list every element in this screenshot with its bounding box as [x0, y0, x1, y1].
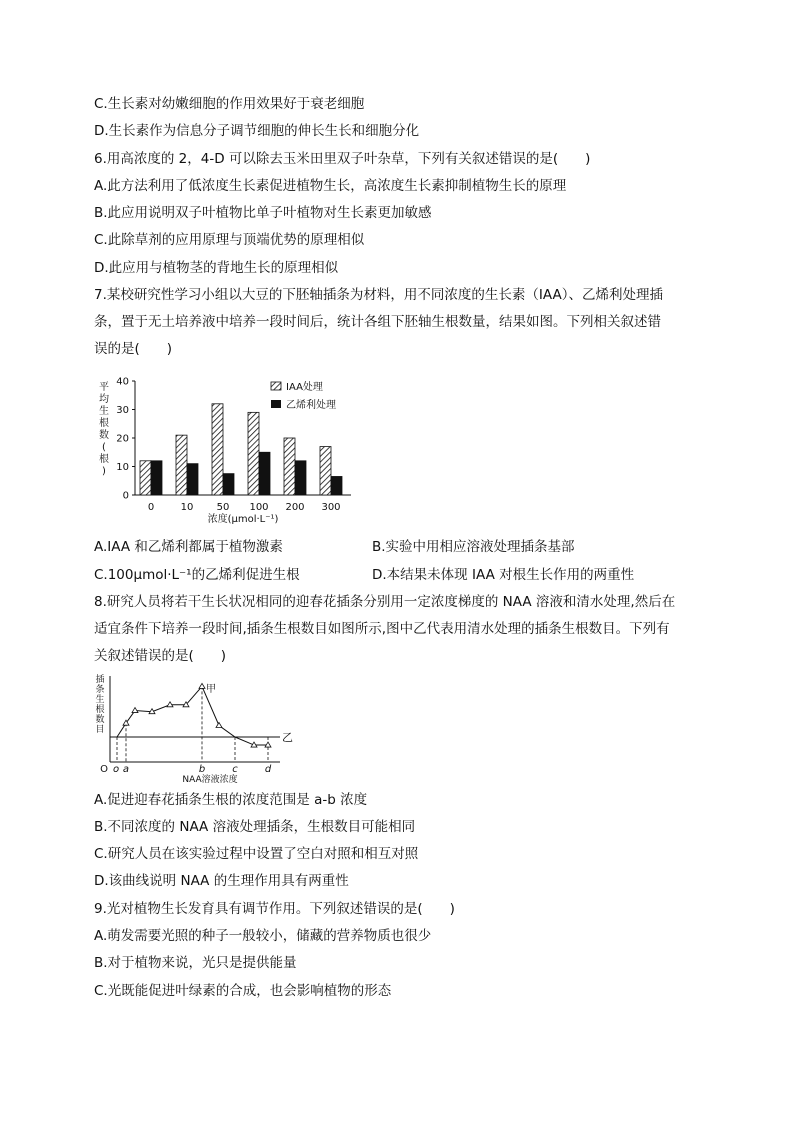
q8-option-c: C.研究人员在该实验过程中设置了空白对照和相互对照 [94, 846, 419, 862]
bar-chart-y-tick-label: 20 [116, 433, 129, 445]
legend-iaa-swatch [271, 382, 281, 390]
q8-stem-1: 8.研究人员将若干生长状况相同的迎春花插条分别用一定浓度梯度的 NAA 溶液和清水处理,然后在 [94, 594, 676, 610]
q9-option-a: A.萌发需要光照的种子一般较小，储藏的营养物质也很少 [94, 928, 432, 944]
q7-stem-3: 误的是( ) [94, 341, 173, 357]
peak-label: 甲 [206, 684, 216, 695]
bar-chart-x-tick-label: 10 [180, 502, 194, 513]
q6-option-d: D.此应用与植物茎的背地生长的原理相似 [94, 260, 339, 276]
q6-stem: 6.用高浓度的 2，4-D 可以除去玉米田里双子叶杂草，下列有关叙述错误的是( ) [94, 151, 591, 167]
q5-option-c: C.生长素对幼嫩细胞的作用效果好于衰老细胞 [94, 96, 365, 112]
bar-chart-y-tick-label: 30 [116, 405, 129, 416]
line-chart [92, 672, 312, 787]
data-point [199, 683, 205, 688]
q9-option-c: C.光既能促进叶绿素的合成，也会影响植物的形态 [94, 983, 392, 999]
legend-ethephon-label: 乙烯利处理 [286, 400, 336, 411]
q7-option-a: A.IAA 和乙烯利都属于植物激素 [94, 539, 283, 555]
q6-option-c: C.此除草剂的应用原理与顶端优势的原理相似 [94, 232, 365, 248]
line-chart-x-tick-label: c [232, 764, 238, 775]
line-chart-x-tick-label: d [264, 764, 272, 775]
line-chart-x-tick-label: a [122, 764, 130, 775]
q7-option-b: B.实验中用相应溶液处理插条基部 [372, 539, 575, 555]
bar-chart-x-tick-label: 50 [216, 502, 230, 513]
q7-stem-1: 7.某校研究性学习小组以大豆的下胚轴插条为材料，用不同浓度的生长素（IAA）、乙烯利处理插 [94, 287, 663, 303]
line-chart-x-tick-label: O [100, 764, 108, 775]
q8-option-d: D.该曲线说明 NAA 的生理作用具有两重性 [94, 873, 349, 889]
data-point [132, 708, 138, 713]
bar-ethephon [223, 474, 234, 495]
q6-option-a: A.此方法利用了低浓度生长素促进植物生长，高浓度生长素抑制植物生长的原理 [94, 178, 567, 194]
q6-option-b: B.此应用说明双子叶植物比单子叶植物对生长素更加敏感 [94, 205, 432, 221]
bar-chart-y-tick-label: 10 [116, 462, 129, 473]
bar-ethephon [259, 452, 270, 495]
bar-iaa [140, 461, 151, 495]
line-chart-x-tick-label: o [112, 764, 120, 775]
bar-chart-x-tick-label: 0 [147, 502, 155, 513]
q8-option-a: A.促进迎春花插条生根的浓度范围是 a-b 浓度 [94, 792, 368, 808]
q5-option-d: D.生长素作为信息分子调节细胞的伸长生长和细胞分化 [94, 123, 420, 139]
q8-stem-2: 适宜条件下培养一段时间,插条生根数目如图所示,图中乙代表用清水处理的插条生根数目。下列有 [94, 621, 670, 637]
bar-iaa [212, 404, 223, 495]
bar-chart-x-label: 浓度(μmol·L⁻¹) [207, 514, 279, 525]
bar-iaa [248, 412, 259, 495]
bar-chart-legend [271, 380, 336, 411]
q7-stem-2: 条，置于无土培养液中培养一段时间后，统计各组下胚轴生根数量，结果如图。下列相关叙述错 [94, 314, 661, 330]
line-chart-y-label: 插条生根数目 [95, 675, 105, 735]
bar-iaa [176, 435, 187, 495]
q7-option-c: C.100μmol·L⁻¹的乙烯利促进生根 [94, 567, 300, 583]
q7-option-d: D.本结果未体现 IAA 对根生长作用的两重性 [372, 567, 635, 583]
bar-ethephon [151, 461, 162, 495]
bar-iaa [284, 438, 295, 495]
bar-iaa [320, 447, 331, 495]
bar-ethephon [295, 461, 306, 495]
bar-ethephon [331, 476, 342, 495]
bar-chart [95, 370, 365, 530]
bar-chart-x-tick-label: 200 [285, 502, 305, 513]
data-point [167, 702, 173, 707]
q8-option-b: B.不同浓度的 NAA 溶液处理插条，生根数目可能相同 [94, 819, 416, 835]
data-point [265, 742, 271, 747]
bar-chart-x-tick-label: 300 [321, 502, 341, 513]
bar-ethephon [187, 464, 198, 495]
q8-stem-3: 关叙述错误的是( ) [94, 648, 227, 664]
legend-iaa-label: IAA处理 [286, 382, 323, 393]
bar-chart-x-tick-label: 100 [249, 502, 269, 513]
line-chart-x-tick-label: b [198, 764, 206, 775]
ratio-curve [110, 686, 268, 745]
bar-chart-y-label: 平均生根数(根) [99, 382, 109, 477]
bar-chart-y-tick-label: 40 [116, 376, 129, 388]
legend-ethephon-swatch [271, 400, 281, 408]
line-chart-x-label: NAA溶液浓度 [182, 775, 238, 785]
q9-option-b: B.对于植物来说，光只是提供能量 [94, 955, 297, 971]
q9-stem: 9.光对植物生长发育具有调节作用。下列叙述错误的是( ) [94, 901, 455, 917]
bar-chart-y-tick-label: 0 [122, 490, 129, 502]
data-point [216, 723, 222, 728]
baseline-label: 乙 [282, 731, 293, 744]
